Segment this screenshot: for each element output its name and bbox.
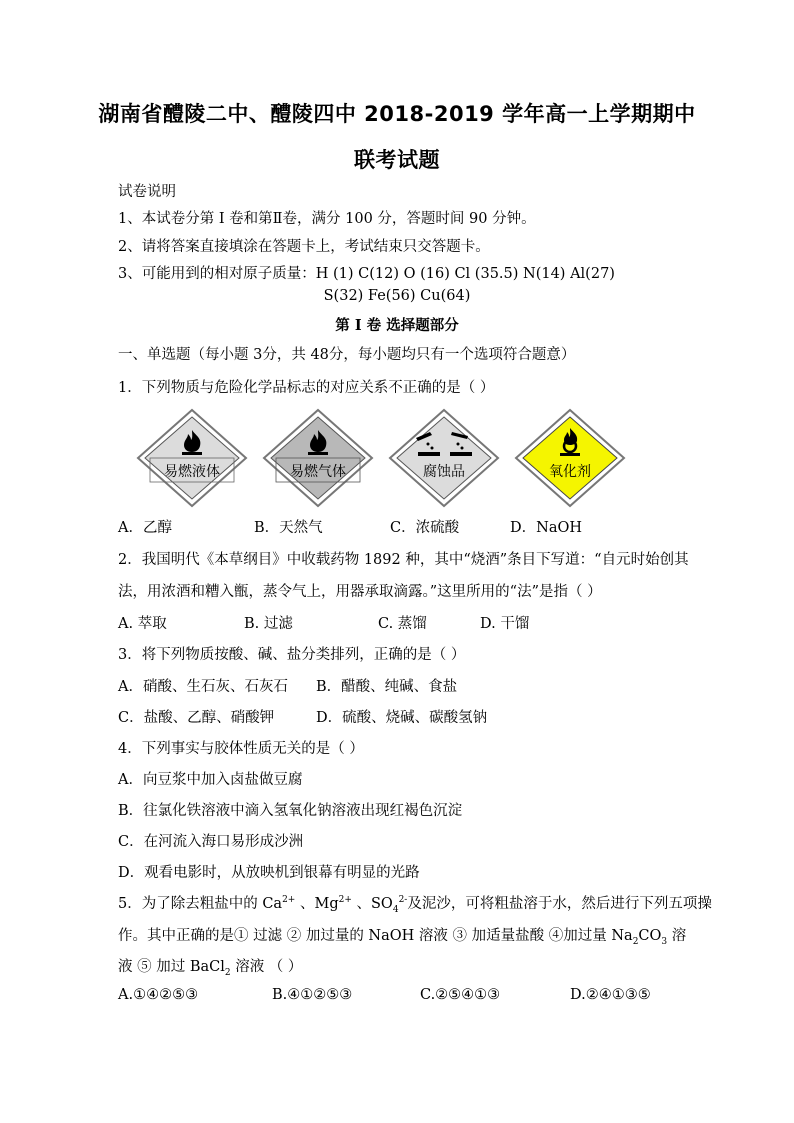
instructions-heading: 试卷说明 bbox=[118, 184, 176, 200]
q1-option-a: A．乙醇 bbox=[118, 520, 172, 536]
instruction-item: 3、可能用到的相对原子质量：H (1) C(12) O (16) Cl (35.5) N(14) Al(27) bbox=[118, 266, 615, 282]
question-2-line1: 2．我国明代《本草纲目》中收载药物 1892 种，其中“烧酒”条目下写道：“自元时始创其 bbox=[118, 552, 689, 568]
q3-option-a: A．硝酸、生石灰、石灰石 bbox=[118, 679, 288, 695]
symbol-label: 易燃气体 bbox=[290, 464, 346, 480]
corrosive-symbol bbox=[388, 408, 500, 508]
q3-option-d: D．硫酸、烧碱、碳酸氢钠 bbox=[316, 710, 488, 726]
page-title-line2: 联考试题 bbox=[354, 148, 440, 172]
q3-option-b: B．醋酸、纯碱、食盐 bbox=[316, 679, 458, 695]
question-5-line2: 作。其中正确的是① 过滤 ② 加过量的 NaOH 溶液 ③ 加适量盐酸 ④加过量 $Na_2CO_3$ 溶 bbox=[118, 928, 687, 947]
q1-option-c: C．浓硫酸 bbox=[390, 520, 460, 536]
page-title: 湖南省醴陵二中、醴陵四中 2018-2019 学年高一上学期期中 bbox=[98, 102, 696, 126]
flammable-gas-symbol bbox=[262, 408, 374, 508]
q2-option-a: A. 萃取 bbox=[118, 616, 167, 632]
section-title: 第 I 卷 选择题部分 bbox=[335, 317, 459, 334]
q1-option-d: D．NaOH bbox=[510, 520, 582, 536]
q1-option-b: B．天然气 bbox=[254, 520, 323, 536]
question-2-line2: 法，用浓酒和糟入甑，蒸令气上，用器承取滴露。”这里所用的“法”是指（ ） bbox=[118, 584, 602, 600]
instruction-item: 1、本试卷分第 I 卷和第Ⅱ卷，满分 100 分，答题时间 90 分钟。 bbox=[118, 211, 536, 227]
q5-option-d: D.②④①③⑤ bbox=[570, 987, 651, 1003]
symbol-label: 氧化剂 bbox=[549, 464, 591, 480]
instruction-item: 2、请将答案直接填涂在答题卡上，考试结束只交答题卡。 bbox=[118, 239, 490, 255]
q4-option-c: C．在河流入海口易形成沙洲 bbox=[118, 834, 304, 850]
q2-option-d: D. 干馏 bbox=[480, 616, 530, 632]
question-5-line1: 5．为了除去粗盐中的 $Ca^{2+}$ 、$Mg^{2+}$ 、$SO_4^{2-}$及泥沙，可将粗盐溶于水，然后进行下列五项操 bbox=[118, 895, 712, 915]
flammable-liquid-symbol bbox=[136, 408, 248, 508]
q4-option-a: A．向豆浆中加入卤盐做豆腐 bbox=[118, 772, 303, 788]
q3-option-c: C．盐酸、乙醇、硝酸钾 bbox=[118, 710, 275, 726]
question-3-stem: 3．将下列物质按酸、碱、盐分类排列，正确的是（ ） bbox=[118, 647, 466, 663]
q5-option-a: A.①④②⑤③ bbox=[118, 987, 199, 1003]
symbol-label: 易燃液体 bbox=[164, 464, 220, 480]
question-4-stem: 4．下列事实与胶体性质无关的是（ ） bbox=[118, 741, 364, 757]
symbol-fill bbox=[523, 417, 617, 499]
part1-heading: 一、单选题（每小题 3分，共 48分，每小题均只有一个选项符合题意） bbox=[118, 347, 576, 363]
q5-option-b: B.④①②⑤③ bbox=[272, 987, 353, 1003]
q4-option-b: B．往氯化铁溶液中滴入氢氧化钠溶液出现红褐色沉淀 bbox=[118, 803, 463, 819]
q4-option-d: D．观看电影时，从放映机到银幕有明显的光路 bbox=[118, 865, 420, 881]
symbol-label: 腐蚀品 bbox=[423, 464, 465, 480]
question-1-stem: 1．下列物质与危险化学品标志的对应关系不正确的是（ ） bbox=[118, 380, 495, 396]
question-5-line3: 液 ⑤ 加过 BaCl$_2$ 溶液 （ ） bbox=[118, 959, 303, 978]
oxidizer-symbol bbox=[514, 408, 626, 508]
q5-option-c: C.②⑤④①③ bbox=[420, 987, 501, 1003]
q2-option-b: B. 过滤 bbox=[244, 616, 293, 632]
atomic-masses-line2: S(32) Fe(56) Cu(64) bbox=[323, 288, 471, 304]
q2-option-c: C. 蒸馏 bbox=[378, 616, 427, 632]
